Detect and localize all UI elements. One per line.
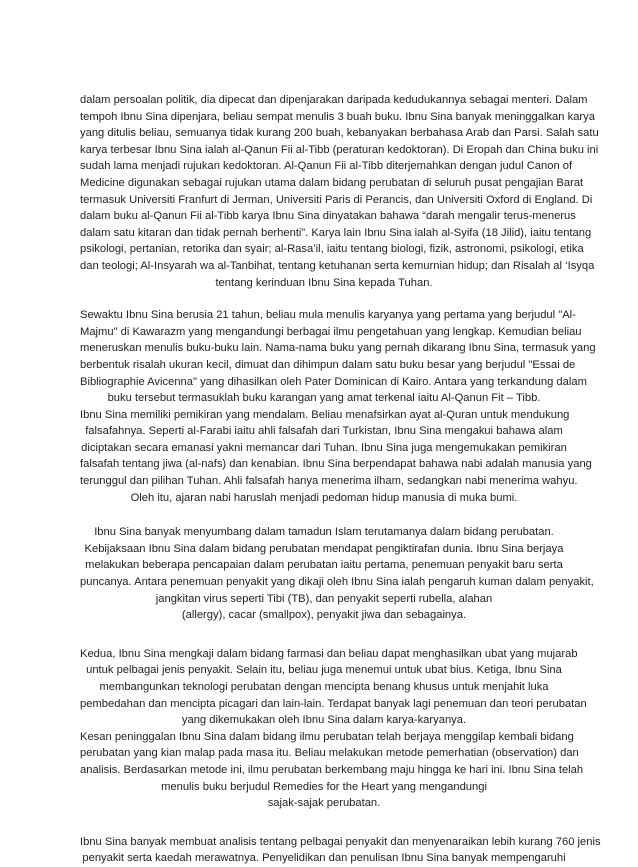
text-line: yang ditulis beliau, semuanya tidak kurang 200 buah, kebanyakan berbahasa Arab dan Parsi. Salah satu — [80, 127, 599, 140]
text-line: dalam persoalan politik, dia dipecat dan dipenjarakan daripada kedudukannya sebagai menteri. Dalam — [80, 94, 588, 106]
text-line: terunggul dan pilihan Tuhan. Ahli falsafah hanya menerima ilham, sedangkan nabi menerima wahyu. — [80, 475, 578, 488]
text-line: tempoh Ibnu Sina dipenjara, beliau sempat menulis 3 buah buku. Ibnu Sina banyak meninggalkan karya — [80, 110, 595, 123]
paragraph-3 — [80, 524, 594, 624]
paragraph-5 — [80, 834, 601, 867]
text-line: buku tersebut termasuklah buku karangan yang amat terkenal iaitu Al-Qanun Fit – Tibb. — [107, 392, 541, 405]
text-line: Kesan peninggalan Ibnu Sina dalam bidang ilmu perubatan telah berjaya menggilap kembali bidang — [80, 730, 574, 743]
text-line: perubatan yang kian malap pada masa itu. Beliau melakukan metode pemerhatian (observation) dan — [80, 747, 579, 760]
paragraph-2 — [80, 307, 596, 506]
text-line: Bibliographie Avicenna" yang dihasilkan oleh Pater Dominican di Kairo. Antara yang terkandung dalam — [80, 375, 587, 388]
text-line: karya terbesar Ibnu Sina ialah al-Qanun Fii al-Tibb (peraturan kedoktoran). Di Eropah dan China buku ini — [80, 143, 599, 156]
text-line: pembedahan dan mencipta picagari dan lain-lain. Terdapat banyak lagi penemuan dan teori perubatan — [80, 697, 587, 710]
paragraph-1 — [80, 92, 599, 291]
text-line: Sewaktu Ibnu Sina berusia 21 tahun, beliau mula menulis karyanya yang pertama yang berjudul "Al- — [80, 309, 576, 322]
text-line: (allergy), cacar (smallpox), penyakit jiwa dan sebagainya. — [181, 609, 467, 622]
text-line: sajak-sajak perubatan. — [267, 797, 381, 810]
paragraph-spacer — [80, 291, 568, 307]
text-line: sudah lama menjadi rujukan kedoktoran. Al-Qanun Fii al-Tibb diterjemahkan dengan judul Canon of — [80, 160, 573, 173]
text-line: falsafah tentang jiwa (al-nafs) dan kenabian. Ibnu Sina berpendapat bahawa nabi adalah manusia yang — [80, 458, 592, 471]
text-line: dalam buku al-Qanun Fii al-Tibb karya Ibnu Sina dinyatakan bahawa “darah mengalir terus-menerus — [80, 210, 576, 223]
text-line: melakukan beberapa pencapaian dalam perubatan iaitu pertama, penemuan penyakit baru serta — [85, 559, 563, 572]
text-line: penyakit serta kaedah merawatnya. Penyelidikan dan penulisan Ibnu Sina banyak mempengaruhi — [82, 852, 566, 865]
paragraph-spacer — [80, 624, 568, 646]
text-line: puncanya. Antara penemuan penyakit yang dikaji oleh Ibnu Sina ialah pengaruh kuman dalam penyakit, — [80, 576, 594, 589]
text-line: Medicine digunakan sebagai rujukan utama dalam bidang perubatan di seluruh pusat pengajian Barat — [80, 176, 584, 189]
text-line: diciptakan secara emanasi yakni memancar dari Tuhan. Ibnu Sina juga mengemukakan pemikiran — [81, 441, 567, 454]
document-body — [80, 92, 601, 867]
text-line: Kebijaksaan Ibnu Sina dalam bidang perubatan mendapat pengiktirafan dunia. Ibnu Sina berjaya — [84, 542, 564, 555]
text-line: membangunkan teknologi perubatan dengan mencipta benang khusus untuk menjahit luka — [99, 681, 549, 693]
text-line: termasuk Universiti Franfurt di Jerman, Universiti Paris di Perancis, dan Universiti Oxford di England. Di — [80, 193, 593, 206]
text-line: tentang kerinduan Ibnu Sina kepada Tuhan. — [215, 276, 433, 289]
paragraph-spacer — [80, 506, 568, 524]
text-line: falsafahnya. Seperti al-Farabi iaitu ahli falsafah dari Turkistan, Ibnu Sina mengakui bahawa alam — [85, 425, 563, 438]
text-line: Ibnu Sina banyak membuat analisis tentang pelbagai penyakit dan menyenaraikan lebih kurang 760 jenis — [80, 835, 601, 848]
text-line: Ibnu Sina banyak menyumbang dalam tamadun Islam terutamanya dalam bidang perubatan. — [94, 526, 554, 539]
text-line: Kedua, Ibnu Sina mengkaji dalam bidang farmasi dan beliau dapat menghasilkan ubat yang mujarab — [80, 647, 578, 660]
text-line: menulis buku berjudul Remedies for the Heart yang mengandungi — [161, 780, 487, 793]
paragraph-spacer — [80, 812, 568, 834]
paragraph-4 — [80, 646, 587, 812]
text-line: dalam satu kitaran dan tidak pernah berhenti”. Karya lain Ibnu Sina ialah al-Syifa (18 Jilid), iaitu tentang — [80, 226, 592, 239]
text-line: jangkitan virus seperti Tibi (TB), dan penyakit seperti rubella, alahan — [155, 592, 493, 605]
text-line: Ibnu Sina memiliki pemikiran yang mendalam. Beliau menafsirkan ayat al-Quran untuk mendukung — [80, 408, 570, 421]
text-line: analisis. Berdasarkan metode ini, ilmu perubatan berkembang maju hingga ke hari ini. Ibnu Sina telah — [80, 763, 584, 776]
text-line: dan teologi; Al-Insyarah wa al-Tanbihat, tentang ketuhanan serta kemurnian hidup; dan Risalah al ‘Isyqa — [80, 259, 595, 272]
text-line: psikologi, pertanian, retorika dan syair; al-Rasa’il, iaitu tentang biologi, fizik, astronomi, psikologi, etika — [80, 243, 584, 256]
text-line: Oleh itu, ajaran nabi haruslah menjadi pedoman hidup manusia di muka bumi. — [130, 491, 518, 504]
text-line: yang dikemukakan oleh Ibnu Sina dalam karya-karyanya. — [181, 714, 467, 727]
text-line: berbentuk risalah ukuran kecil, dimuat dan dihimpun dalam satu buku besar yang berjudul "Essai de — [80, 358, 576, 371]
text-line: untuk pelbagai jenis penyakit. Selain itu, beliau juga menemui untuk ubat bius. Ketiga, Ibnu Sina — [86, 664, 562, 677]
text-line: Majmu" di Kawarazm yang mengandungi berbagai ilmu pengetahuan yang lengkap. Kemudian beliau — [80, 325, 582, 338]
text-line: meneruskan menulis buku-buku lain. Nama-nama buku yang pernah dikarang Ibnu Sina, termasuk yang — [80, 342, 596, 355]
